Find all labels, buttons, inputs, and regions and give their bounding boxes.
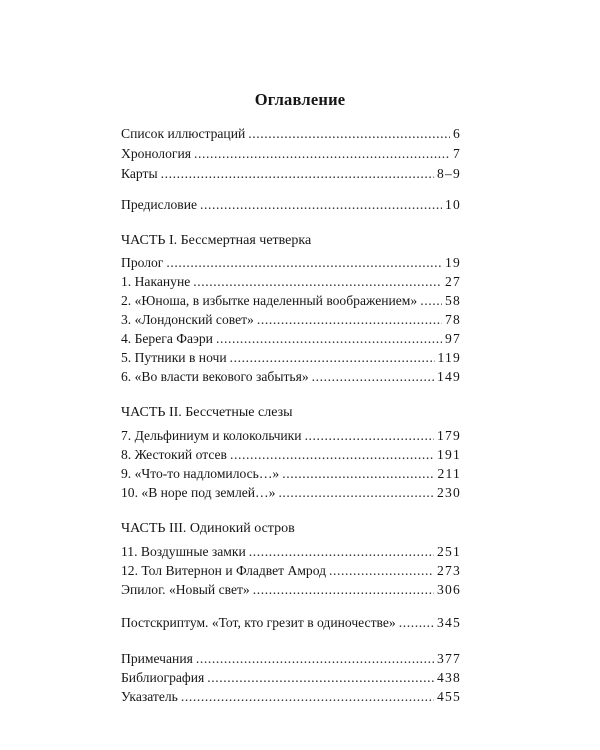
toc-entry-chapter-11[interactable] — [121, 544, 461, 560]
entry-page: 251 — [437, 544, 461, 559]
dot-leader — [305, 428, 434, 444]
part-2-heading: ЧАСТЬ II. Бессчетные слезы — [121, 405, 293, 420]
dot-leader — [166, 255, 442, 271]
toc-entry-maps[interactable] — [121, 166, 461, 182]
entry-page: 377 — [437, 651, 461, 666]
entry-label: 1. Накануне — [121, 274, 191, 289]
toc-entry-notes[interactable] — [121, 651, 461, 667]
entry-label: Предисловие — [121, 197, 198, 212]
toc-entry-index[interactable] — [121, 689, 461, 705]
dot-leader — [248, 126, 450, 142]
entry-page: 97 — [445, 331, 461, 346]
entry-label: Постскриптум. «Тот, кто грезит в одиночестве» — [121, 615, 396, 630]
entry-page: 7 — [453, 146, 461, 161]
toc-entry-chapter-2[interactable] — [121, 293, 461, 309]
entry-label: Указатель — [121, 689, 178, 704]
dot-leader — [329, 563, 434, 579]
toc-entry-illustrations[interactable] — [121, 126, 461, 142]
entry-page: 119 — [437, 350, 461, 365]
toc-entry-chronology[interactable] — [121, 146, 461, 162]
entry-page: 78 — [445, 312, 461, 327]
toc-entry-chapter-9[interactable] — [121, 466, 461, 482]
entry-label: 2. «Юноша, в избытке наделенный воображением» — [121, 293, 418, 308]
entry-page: 179 — [437, 428, 461, 443]
entry-page: 10 — [445, 197, 461, 212]
entry-page: 230 — [437, 485, 461, 500]
dot-leader — [200, 197, 442, 213]
toc-entry-chapter-5[interactable] — [121, 350, 461, 366]
entry-label: Пролог — [121, 255, 164, 270]
dot-leader — [257, 312, 442, 328]
entry-label: Хронология — [121, 146, 191, 161]
entry-page: 273 — [437, 563, 461, 578]
dot-leader — [399, 615, 434, 631]
entry-label: 6. «Во власти векового забытья» — [121, 369, 309, 384]
toc-entry-chapter-1[interactable] — [121, 274, 461, 290]
toc-entry-postscript[interactable] — [121, 615, 461, 631]
dot-leader — [253, 582, 434, 598]
entry-label: 8. Жестокий отсев — [121, 447, 227, 462]
entry-page: 455 — [437, 689, 461, 704]
toc-entry-prologue[interactable] — [121, 255, 461, 271]
toc-entry-preface[interactable] — [121, 197, 461, 213]
entry-page: 211 — [437, 466, 461, 481]
toc-entry-chapter-7[interactable] — [121, 428, 461, 444]
entry-label: Карты — [121, 166, 158, 181]
entry-label: 5. Путники в ночи — [121, 350, 227, 365]
entry-page: 149 — [437, 369, 461, 384]
dot-leader — [278, 485, 434, 501]
entry-label: 11. Воздушные замки — [121, 544, 246, 559]
entry-label: Примечания — [121, 651, 193, 666]
dot-leader — [193, 274, 442, 290]
entry-page: 345 — [437, 615, 461, 630]
dot-leader — [181, 689, 434, 705]
dot-leader — [194, 146, 450, 162]
entry-label: 9. «Что-то надломилось…» — [121, 466, 280, 481]
toc-entry-chapter-6[interactable] — [121, 369, 461, 385]
dot-leader — [420, 293, 442, 309]
dot-leader — [207, 670, 434, 686]
toc-entry-epilogue[interactable] — [121, 582, 461, 598]
entry-page: 6 — [453, 126, 461, 141]
entry-label: 4. Берега Фаэри — [121, 331, 213, 346]
dot-leader — [230, 350, 435, 366]
dot-leader — [249, 544, 434, 560]
entry-page: 19 — [445, 255, 461, 270]
dot-leader — [230, 447, 434, 463]
toc-entry-chapter-8[interactable] — [121, 447, 461, 463]
entry-page: 8–9 — [437, 166, 461, 181]
entry-label: Эпилог. «Новый свет» — [121, 582, 250, 597]
toc-entry-bibliography[interactable] — [121, 670, 461, 686]
entry-label: 10. «В норе под землей…» — [121, 485, 276, 500]
entry-label: 7. Дельфиниум и колокольчики — [121, 428, 302, 443]
entry-page: 58 — [445, 293, 461, 308]
dot-leader — [161, 166, 434, 182]
toc-entry-chapter-3[interactable] — [121, 312, 461, 328]
part-3-heading: ЧАСТЬ III. Одинокий остров — [121, 521, 295, 536]
entry-page: 191 — [437, 447, 461, 462]
dot-leader — [216, 331, 442, 347]
entry-page: 306 — [437, 582, 461, 597]
entry-label: Список иллюстраций — [121, 126, 246, 141]
entry-label: 12. Тол Витернон и Фладвет Амрод — [121, 563, 327, 578]
toc-title: Оглавление — [254, 90, 346, 109]
toc-entry-chapter-10[interactable] — [121, 485, 461, 501]
part-1-heading: ЧАСТЬ I. Бессмертная четверка — [121, 233, 312, 248]
entry-page: 438 — [437, 670, 461, 685]
dot-leader — [312, 369, 434, 385]
dot-leader — [196, 651, 434, 667]
toc-entry-chapter-4[interactable] — [121, 331, 461, 347]
dot-leader — [282, 466, 434, 482]
toc-entry-chapter-12[interactable] — [121, 563, 461, 579]
entry-label: 3. «Лондонский совет» — [121, 312, 254, 327]
entry-page: 27 — [445, 274, 461, 289]
entry-label: Библиография — [121, 670, 205, 685]
